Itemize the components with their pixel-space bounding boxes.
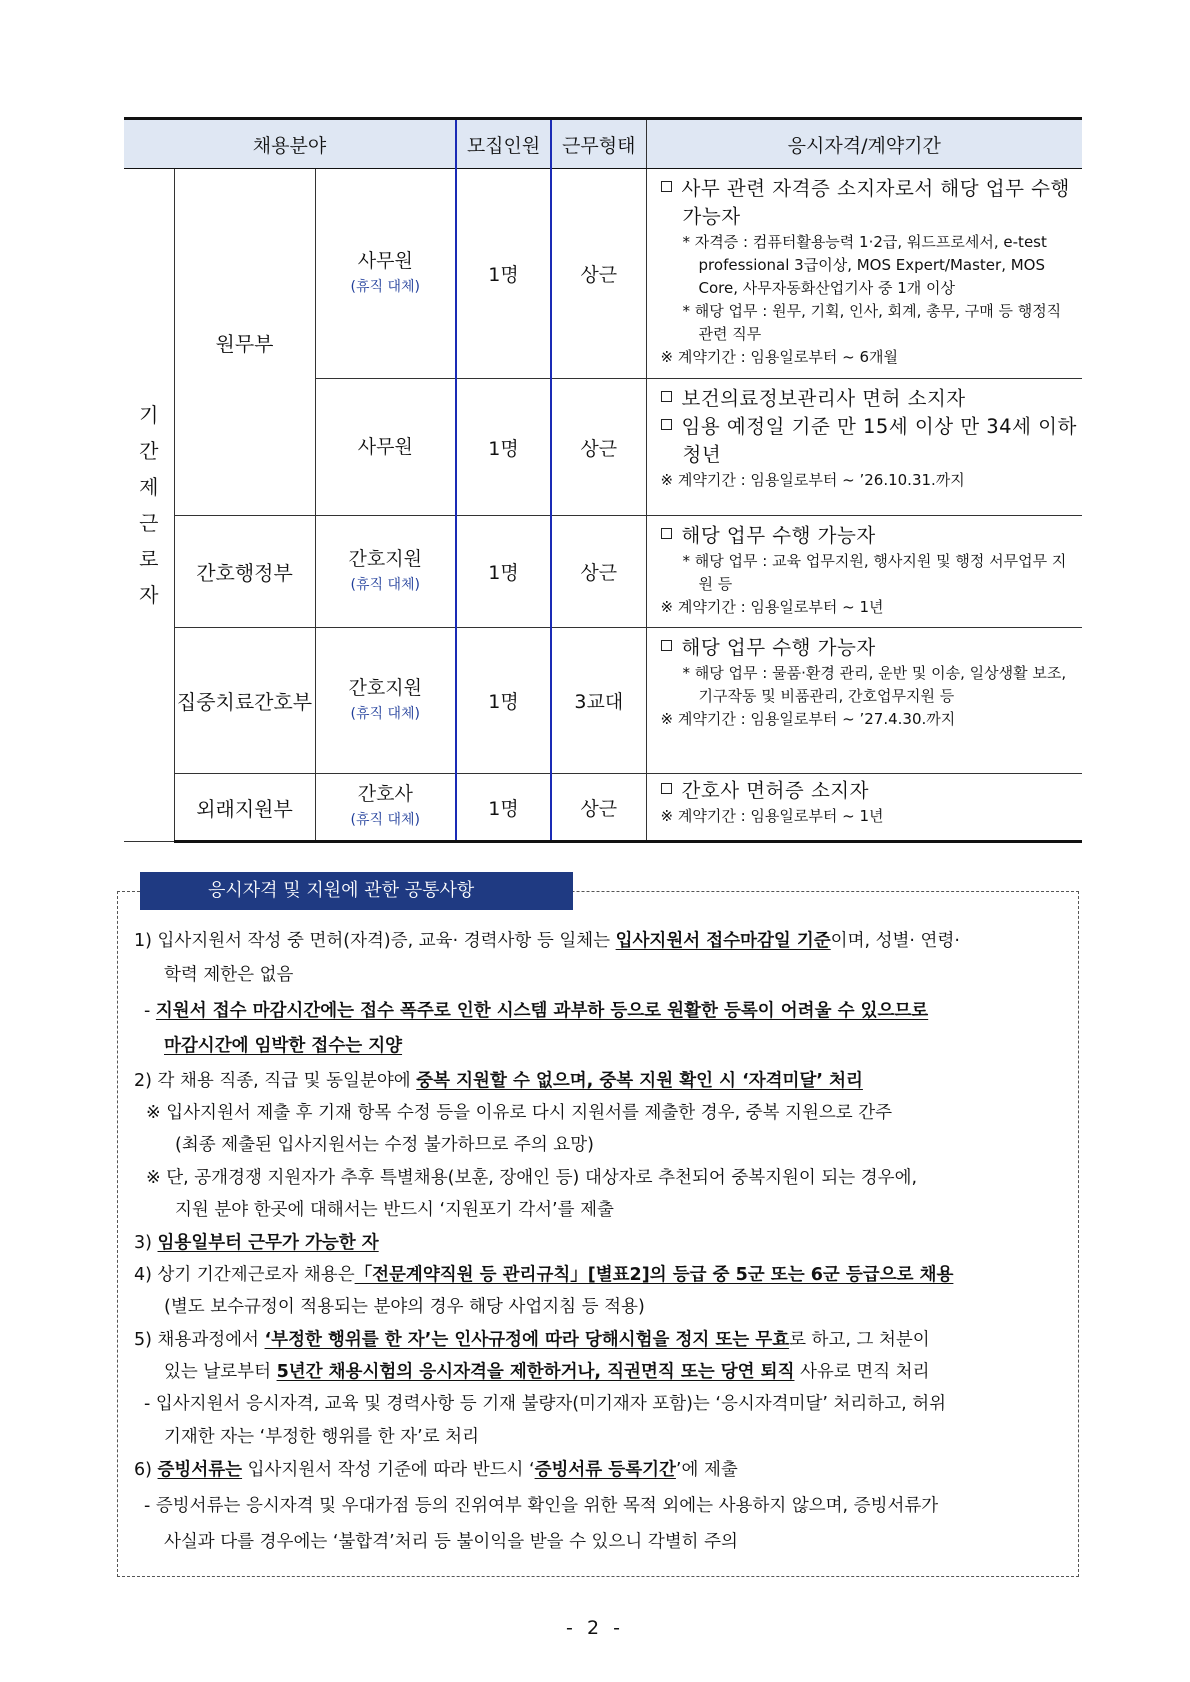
qualification-cell: 보건의료정보관리사 면허 소지자 임용 예정일 기준 만 15세 이상 만 34세 이하 청년 ※ 계약기간 : 임용일로부터 ~ ’26.10.31.까지: [646, 379, 1082, 516]
position-cell: 사무원: [315, 379, 456, 516]
notice-title: 응시자격 및 지원에 관한 공통사항: [140, 872, 573, 910]
count-cell: 1명: [456, 379, 551, 516]
qualification-cell: 간호사 면허증 소지자 ※ 계약기간 : 임용일로부터 ~ 1년: [646, 774, 1082, 842]
header-count: 모집인원: [456, 119, 551, 169]
notice-line: - 증빙서류는 응시자격 및 우대가점 등의 진위여부 확인을 위한 목적 외에는 사용하지 않으며, 증빙서류가: [144, 1496, 939, 1516]
notice-line: 있는 날로부터 5년간 채용시험의 응시자격을 제한하거나, 직권면직 또는 당연 퇴직 사유로 면직 처리: [164, 1362, 930, 1382]
dept-cell: 외래지원부: [174, 774, 315, 842]
position-cell: 간호지원 (휴직 대체): [315, 516, 456, 628]
type-cell: 상근: [551, 516, 646, 628]
type-cell: 상근: [551, 774, 646, 842]
table-row: [124, 774, 1082, 842]
position-cell: 사무원 (휴직 대체): [315, 169, 456, 379]
dept-cell: 집중치료간호부: [174, 628, 315, 774]
dept-cell: 원무부: [174, 169, 315, 516]
notice-line: 기재한 자는 ‘부정한 행위를 한 자’로 처리: [164, 1427, 479, 1447]
table-row: [124, 516, 1082, 628]
notice-line: 5) 채용과정에서 ‘부정한 행위를 한 자’는 인사규정에 따라 당해시험을 정지 또는 무효로 하고, 그 처분이: [134, 1330, 930, 1350]
table-row: [124, 169, 1082, 379]
recruitment-table: [124, 117, 1082, 843]
header-type: 근무형태: [551, 119, 646, 169]
notice-line: ※ 입사지원서 제출 후 기재 항목 수정 등을 이유로 다시 지원서를 제출한 경우, 중복 지원으로 간주: [146, 1103, 893, 1123]
notice-line: 6) 증빙서류는 입사지원서 작성 기준에 따라 반드시 ‘증빙서류 등록기간’에 제출: [134, 1460, 738, 1480]
table-header-row: [124, 119, 1082, 169]
notice-line: - 지원서 접수 마감시간에는 접수 폭주로 인한 시스템 과부하 등으로 원활한 등록이 어려울 수 있으므로: [144, 1001, 929, 1021]
notice-line: 1) 입사지원서 작성 중 면허(자격)증, 교육· 경력사항 등 일체는 입사지원서 접수마감일 기준이며, 성별· 연령·: [134, 931, 960, 951]
notice-line: 4) 상기 기간제근로자 채용은「전문계약직원 등 관리규칙」[별표2]의 등급 중 5군 또는 6군 등급으로 채용: [134, 1265, 954, 1285]
notice-line: 마감시간에 임박한 접수는 지양: [164, 1036, 403, 1056]
table-row: [124, 628, 1082, 774]
notice-line: (최종 제출된 입사지원서는 수정 불가하므로 주의 요망): [175, 1135, 594, 1155]
page-number: - 2 -: [566, 1617, 624, 1639]
type-cell: 상근: [551, 379, 646, 516]
header-field: 채용분야: [124, 119, 456, 169]
notice-line: 지원 분야 한곳에 대해서는 반드시 ‘지원포기 각서’를 제출: [175, 1200, 614, 1220]
qualification-cell: 사무 관련 자격증 소지자로서 해당 업무 수행 가능자 * 자격증 : 컴퓨터활용능력 1·2급, 워드프로세서, e-test professional 3급이상, MOS Expert/Master, MOS Core, 사무자동화산업기사 중 1개 이상 * 해당 업무 : 원무, 기획, 인사, 회계, 총무, 구매 등 행정직 관련 직무 ※ 계약기간 : 임용일로부터 ~ 6개월: [646, 169, 1082, 379]
notice-line: - 입사지원서 응시자격, 교육 및 경력사항 등 기재 불량자(미기재자 포함)는 ‘응시자격미달’ 처리하고, 허위: [144, 1394, 947, 1414]
qualification-cell: 해당 업무 수행 가능자 * 해당 업무 : 물품·환경 관리, 운반 및 이송, 일상생활 보조, 기구작동 및 비품관리, 간호업무지원 등 ※ 계약기간 : 임용일로부터 ~ ’27.4.30.까지: [646, 628, 1082, 774]
type-cell: 3교대: [551, 628, 646, 774]
dept-cell: 간호행정부: [174, 516, 315, 628]
header-qualification: 응시자격/계약기간: [646, 119, 1082, 169]
count-cell: 1명: [456, 774, 551, 842]
notice-line: 사실과 다를 경우에는 ‘불합격’처리 등 불이익을 받을 수 있으니 각별히 주의: [164, 1532, 738, 1552]
position-cell: 간호사 (휴직 대체): [315, 774, 456, 842]
notice-line: 2) 각 채용 직종, 직급 및 동일분야에 중복 지원할 수 없으며, 중복 지원 확인 시 ‘자격미달’ 처리: [134, 1071, 863, 1091]
notice-line: (별도 보수규정이 적용되는 분야의 경우 해당 사업지침 등 적용): [164, 1297, 645, 1317]
qualification-cell: 해당 업무 수행 가능자 * 해당 업무 : 교육 업무지원, 행사지원 및 행정 서무업무 지원 등 ※ 계약기간 : 임용일로부터 ~ 1년: [646, 516, 1082, 628]
notice-line: 학력 제한은 없음: [164, 965, 294, 985]
count-cell: 1명: [456, 516, 551, 628]
position-cell: 간호지원 (휴직 대체): [315, 628, 456, 774]
count-cell: 1명: [456, 628, 551, 774]
count-cell: 1명: [456, 169, 551, 379]
notice-line: 3) 임용일부터 근무가 가능한 자: [134, 1233, 379, 1253]
notice-line: ※ 단, 공개경쟁 지원자가 추후 특별채용(보훈, 장애인 등) 대상자로 추천되어 중복지원이 되는 경우에,: [146, 1168, 918, 1188]
type-cell: 상근: [551, 169, 646, 379]
category-cell: 기 간 제 근 로 자: [124, 169, 174, 842]
